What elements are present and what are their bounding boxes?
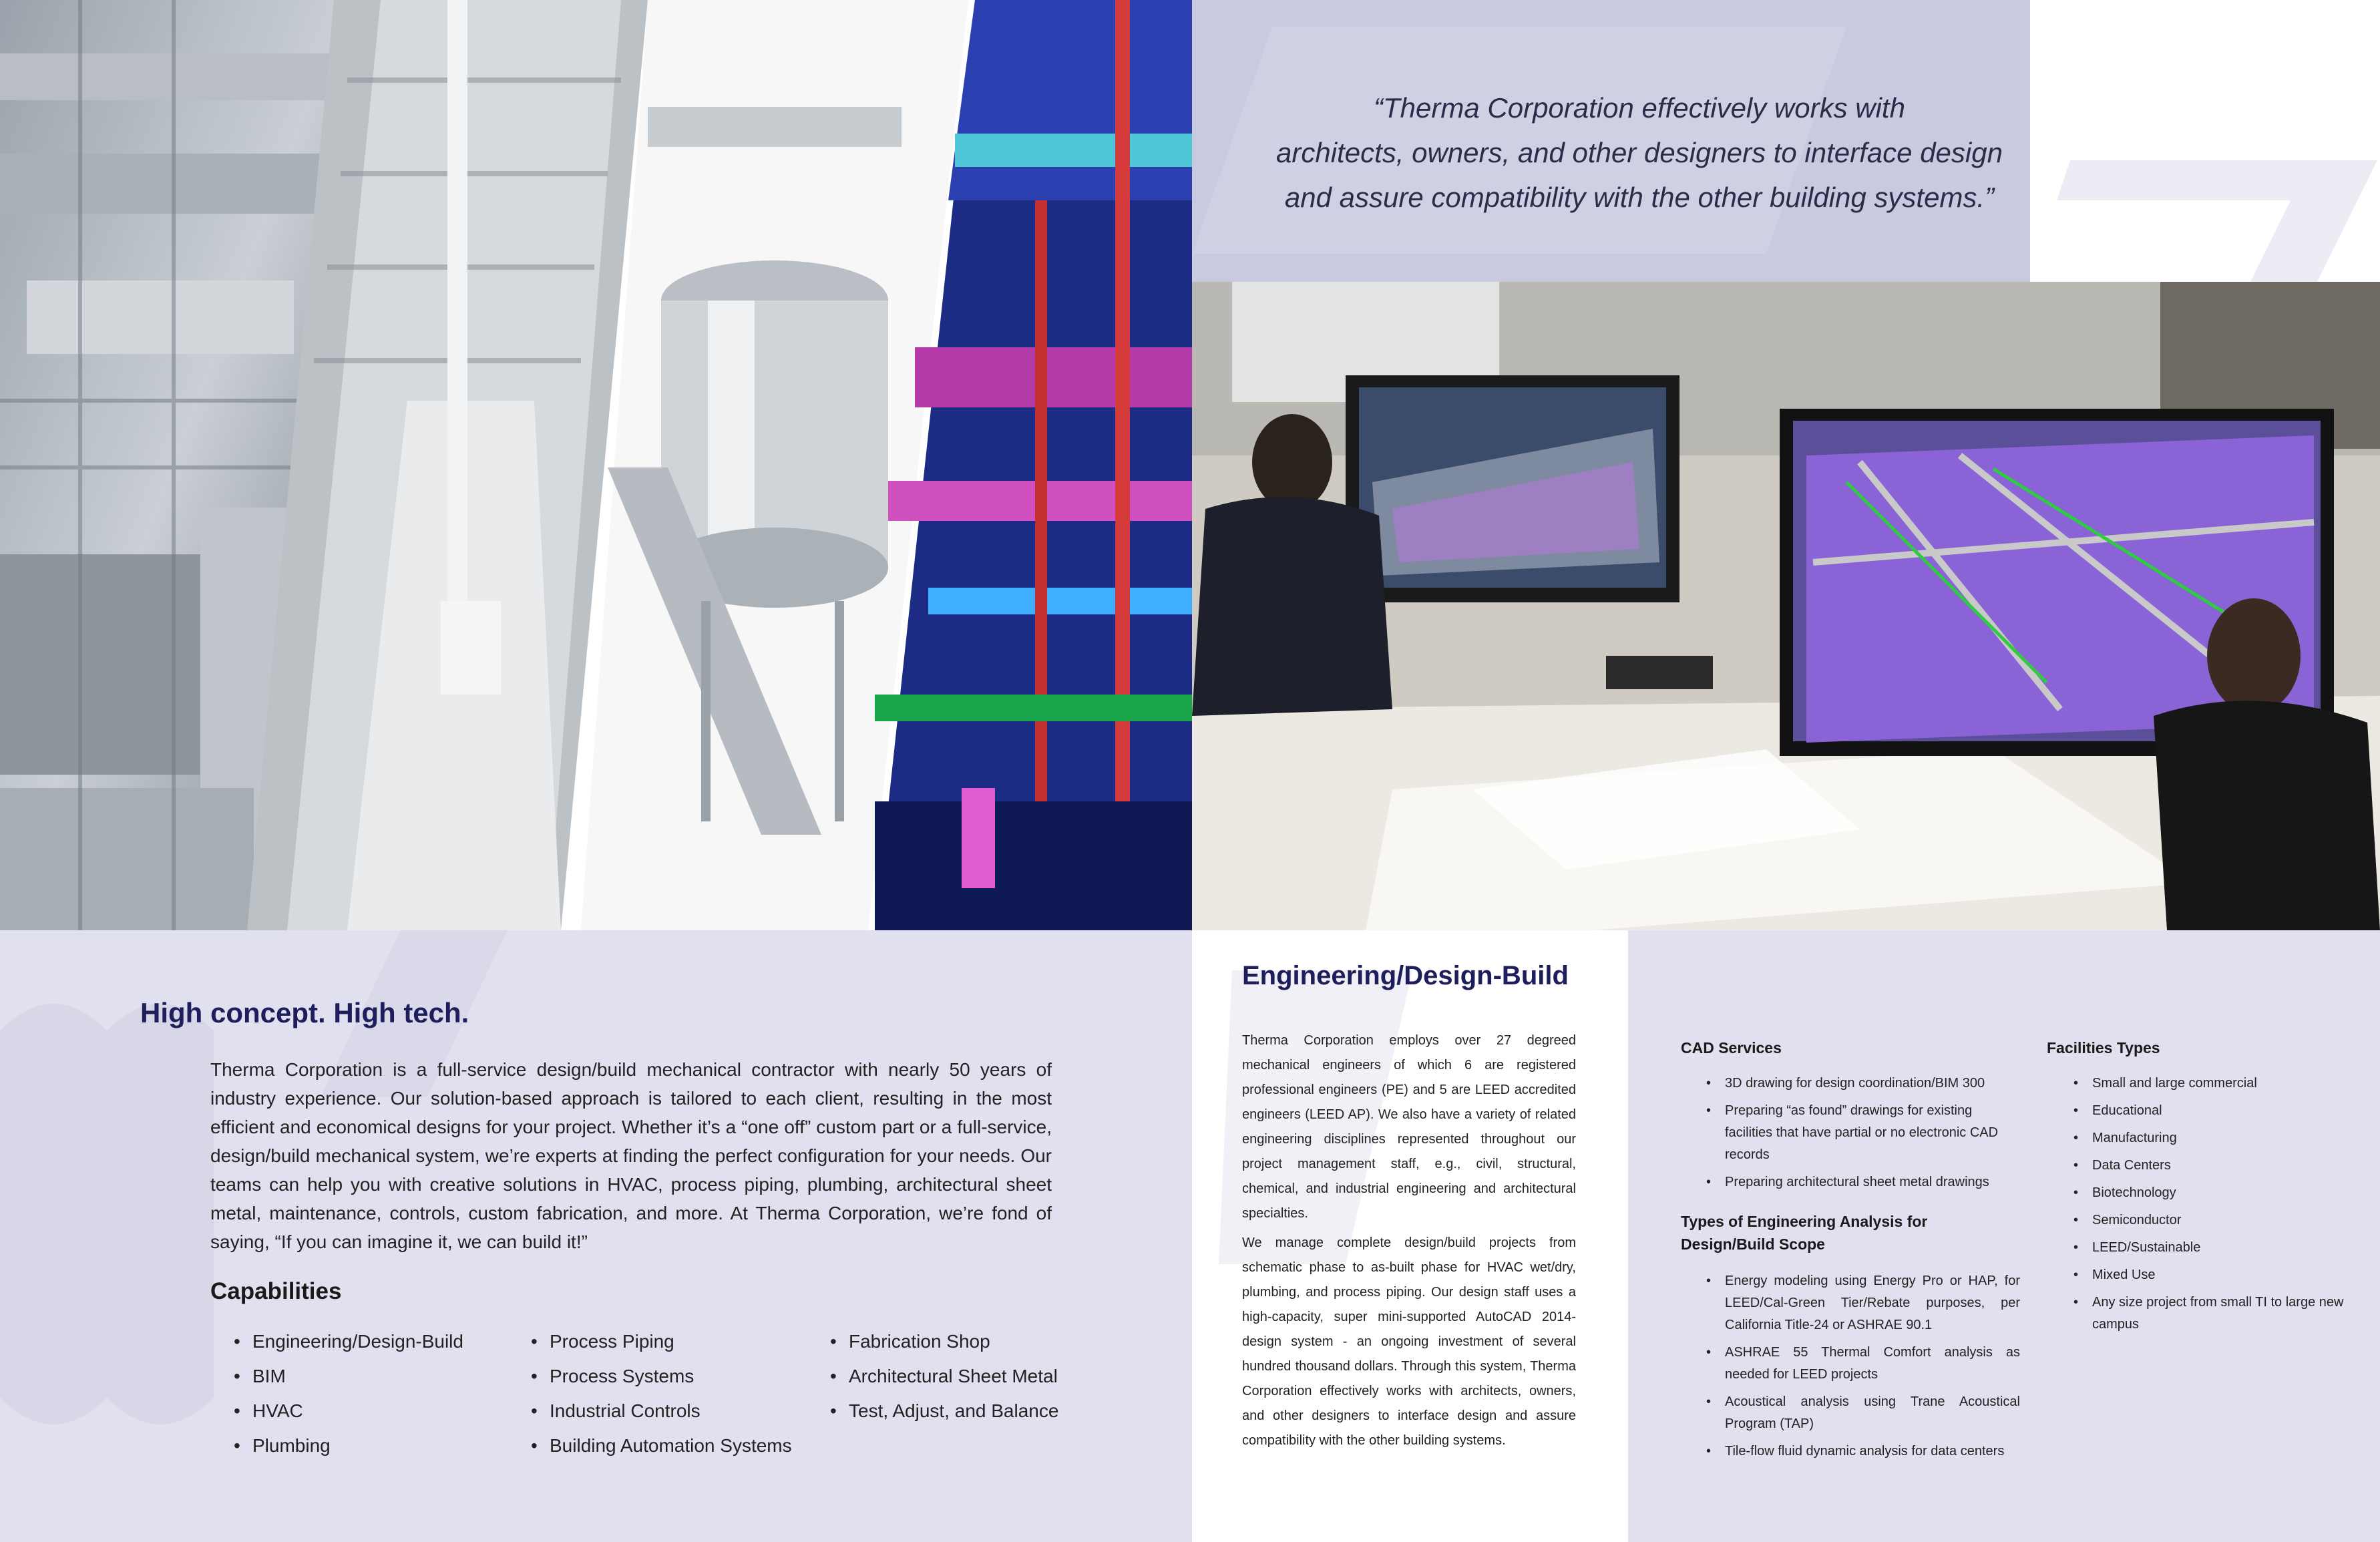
analysis-heading [1681, 1210, 1927, 1256]
quote-line-2: architects, owners, and other designers to interface design [1276, 137, 2003, 168]
list-item: • Building Automation Systems [531, 1428, 792, 1463]
analysis-heading-line-1: Types of Engineering Analysis for [1681, 1213, 1928, 1230]
capabilities-heading: Capabilities [210, 1278, 342, 1304]
list-item: • BIM [234, 1359, 463, 1394]
list-item: • Engineering/Design-Build [234, 1324, 463, 1359]
cad-services-list [1706, 1073, 2020, 1199]
capabilities-list-col1 [234, 1324, 463, 1463]
list-item: • Fabrication Shop [830, 1324, 1058, 1359]
list-item: • Data Centers [2073, 1155, 2367, 1177]
list-item: • Acoustical analysis using Trane Acoustical Program (TAP) [1706, 1391, 2020, 1435]
engineers-at-workstations-image [1192, 282, 2380, 930]
intro-paragraph: Therma Corporation is a full-service design/build mechanical contractor with nearly 50 years of industry experience. Our solution-based approach is tailored to each client, resulting in the most efficient and economical designs for your project. Whether it’s a “one off” custom part or a full-service, design/build mechanical system, we’re experts at finding the perfect configuration for your needs. Our teams can help you with creative solutions in HVAC, process piping, plumbing, architectural sheet metal, maintenance, controls, custom fabrication, and more. At Therma Corporation, we’re fond of saying, “If you can imagine it, we can build it!” [210, 1059, 1052, 1252]
engineering-paragraph-1: Therma Corporation employs over 27 degreed mechanical engineers of which 6 are registered professional engineers (PE) and 5 are LEED accredited engineers (LEED AP). We also have a variety of related engineering disciplines represented throughout our project management staff, e.g., civil, structural, chemical, and industrial engineering and architectural specialties. [1242, 1033, 1576, 1221]
list-item: • Educational [2073, 1100, 2367, 1122]
list-item: • 3D drawing for design coordination/BIM 300 [1706, 1073, 2020, 1095]
list-item: • Architectural Sheet Metal [830, 1359, 1058, 1394]
facilities-list [2073, 1073, 2367, 1341]
photo-collage [0, 0, 1192, 930]
analysis-heading-line-2: Design/Build Scope [1681, 1235, 1825, 1253]
list-item: • Process Piping [531, 1324, 792, 1359]
list-item: • Process Systems [531, 1359, 792, 1394]
list-item: • Manufacturing [2073, 1127, 2367, 1149]
decorative-seven-shape [2030, 0, 2380, 282]
list-item: • Industrial Controls [531, 1394, 792, 1428]
list-item: • Semiconductor [2073, 1209, 2367, 1231]
list-item: • Preparing “as found” drawings for existing facilities that have partial or no electronic CAD records [1706, 1100, 2020, 1166]
list-item: • Plumbing [234, 1428, 463, 1463]
analysis-list [1706, 1270, 2020, 1468]
pull-quote [1269, 85, 2010, 220]
quote-band-right [2030, 0, 2380, 282]
list-item: • Preparing architectural sheet metal drawings [1706, 1171, 2020, 1193]
engineering-heading: Engineering/Design-Build [1242, 961, 1569, 990]
list-item: • LEED/Sustainable [2073, 1237, 2367, 1259]
list-item: • Energy modeling using Energy Pro or HAP, for LEED/Cal-Green Tier/Rebate purposes, per California Title-24 or ASHRAE 90.1 [1706, 1270, 2020, 1336]
list-item: • Test, Adjust, and Balance [830, 1394, 1058, 1428]
list-item: • Any size project from small TI to large new campus [2073, 1292, 2367, 1336]
list-item: • HVAC [234, 1394, 463, 1428]
engineering-paragraph-2: We manage complete design/build projects from schematic phase to as-built phase for HVAC wet/dry, plumbing, and process piping. Our design staff uses a high-capacity, super mini-supported AutoCAD 2014-design system - an ongoing investment of several hundred thousand dollars. Through this system, Therma Corporation effectively works with architects, owners, and other designers to interface design and assure compatibility with the other building systems. [1242, 1235, 1576, 1448]
list-item: • Biotechnology [2073, 1182, 2367, 1204]
cad-services-heading: CAD Services [1681, 1039, 1782, 1056]
section-heading-high-concept: High concept. High tech. [140, 997, 469, 1028]
capabilities-list-col2 [531, 1324, 792, 1463]
office-photo [1192, 282, 2380, 930]
capabilities-list-col3 [830, 1324, 1058, 1428]
list-item: • Small and large commercial [2073, 1073, 2367, 1095]
quote-line-3: and assure compatibility with the other building systems.” [1284, 182, 1995, 213]
bim-model-render [875, 0, 1192, 930]
facilities-heading: Facilities Types [2047, 1039, 2160, 1056]
list-item: • Tile-flow fluid dynamic analysis for data centers [1706, 1440, 2020, 1463]
list-item: • ASHRAE 55 Thermal Comfort analysis as needed for LEED projects [1706, 1342, 2020, 1386]
list-item: • Mixed Use [2073, 1264, 2367, 1286]
quote-line-1: “Therma Corporation effectively works with [1374, 92, 1905, 124]
